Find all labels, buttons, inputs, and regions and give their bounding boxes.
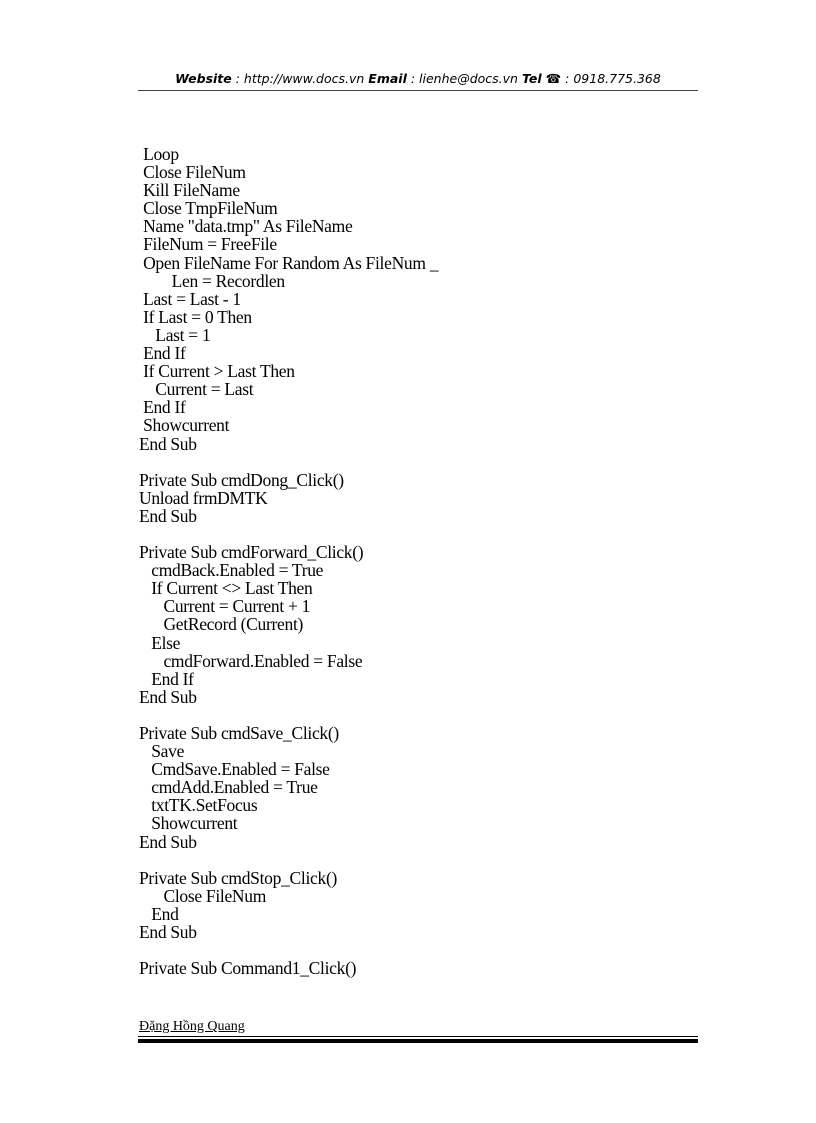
code-line: Len = Recordlen	[139, 270, 285, 291]
header-rule	[138, 90, 698, 91]
website-value: : http://www.docs.vn	[231, 71, 369, 86]
code-line: Private Sub cmdStop_Click()	[139, 867, 337, 888]
page-header	[138, 70, 698, 88]
email-label: Email	[368, 71, 407, 86]
code-line: End Sub	[139, 922, 197, 943]
code-line: Else	[139, 632, 181, 653]
code-line: End Sub	[139, 686, 197, 707]
code-line: Open FileName For Random As FileNum _	[139, 252, 439, 273]
code-line: Close FileNum	[139, 162, 246, 183]
code-line: Last = 1	[139, 324, 211, 345]
code-line: End Sub	[139, 505, 197, 526]
code-line: Unload frmDMTK	[139, 487, 268, 508]
code-line: End	[139, 903, 179, 924]
footer-rule-thick	[138, 1039, 698, 1043]
website-label: Website	[175, 71, 232, 86]
code-line	[139, 706, 438, 724]
code-line: Last = Last - 1	[139, 288, 241, 309]
code-line: End If	[139, 343, 186, 364]
code-line: If Current > Last Then	[139, 361, 295, 382]
phone-icon: ☎	[545, 71, 562, 86]
code-line: GetRecord (Current)	[139, 614, 304, 635]
code-line: Close FileNum	[139, 885, 267, 906]
code-line: Private Sub cmdSave_Click()	[139, 723, 339, 743]
code-line: cmdForward.Enabled = False	[139, 650, 363, 671]
code-line: End Sub	[139, 433, 197, 454]
code-line	[139, 851, 438, 869]
code-line: End Sub	[139, 831, 197, 852]
code-line: CmdSave.Enabled = False	[139, 759, 330, 780]
code-line: cmdAdd.Enabled = True	[139, 777, 318, 798]
code-listing	[139, 145, 438, 977]
tel-label: Tel	[521, 71, 542, 86]
code-line: Current = Last	[139, 379, 254, 400]
code-line: Kill FileName	[139, 180, 240, 201]
code-line: Private Sub cmdDong_Click()	[139, 469, 344, 490]
code-line: If Current <> Last Then	[139, 578, 313, 599]
email-value: : lienhe@docs.vn	[406, 71, 522, 86]
footer-author: Đặng Hồng Quang	[139, 1019, 245, 1034]
code-line	[139, 941, 438, 959]
footer-rule-thin	[138, 1036, 698, 1037]
code-line	[139, 525, 438, 543]
code-line: Current = Current + 1	[139, 596, 311, 617]
code-line: Showcurrent	[139, 813, 238, 834]
code-line: FileNum = FreeFile	[139, 234, 277, 255]
code-line: Name "data.tmp" As FileName	[139, 216, 353, 237]
code-line: If Last = 0 Then	[139, 306, 252, 327]
code-line	[139, 453, 438, 471]
tel-value: : 0918.775.368	[561, 71, 661, 86]
code-line: txtTK.SetFocus	[139, 795, 258, 816]
code-line: cmdBack.Enabled = True	[139, 560, 324, 581]
code-line: Private Sub Command1_Click()	[139, 958, 357, 979]
code-line: Private Sub cmdForward_Click()	[139, 542, 364, 563]
code-line: Loop	[139, 144, 179, 164]
code-line: End If	[139, 397, 186, 418]
code-line: Showcurrent	[139, 415, 230, 436]
code-line: Close TmpFileNum	[139, 198, 278, 219]
code-line: End If	[139, 668, 194, 689]
code-line: Save	[139, 741, 185, 762]
